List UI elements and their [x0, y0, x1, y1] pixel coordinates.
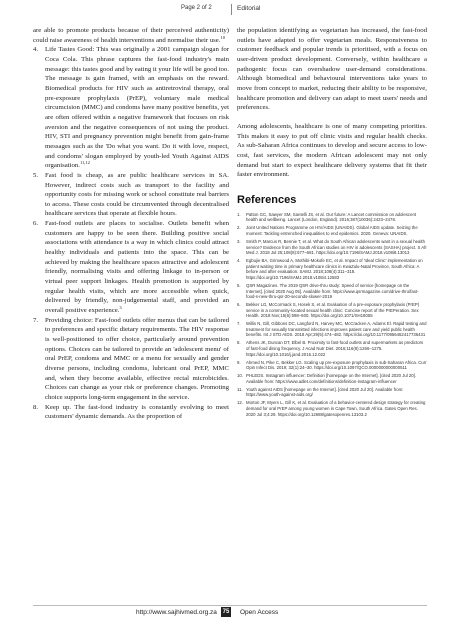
intro-text: are able to promote products because of their perceived authenticity) could raise awareness of health interventions and normalise their use. — [33, 27, 229, 44]
reference-text: PHLEDS. Instagram influencer: Definition [homepage on the Internet]. [cited 2020 Jul 20]. Available from: https://www.adlet.com/definitions/definition-instagram-influencer — [246, 373, 417, 384]
section-label: Editorial — [237, 5, 261, 12]
list-item-number: 4. — [33, 46, 39, 54]
reference-number: 1. — [237, 211, 241, 217]
open-access-label: Open Access — [240, 609, 279, 616]
right-column — [237, 26, 427, 420]
page-number-badge: 75 — [222, 609, 230, 615]
reference-number: 12. — [237, 400, 243, 406]
list-item-text: Fast-food outlets are places to socialise. Outlets benefit when customers are happy to be seen there. Building positive social associations with attendance is a way in which clinics could attract healthy individuals and patients into the space. This can be achieved by making the healthcare spaces attractive and adolescent friendly, normalising visits and offering linkage to in-person or virtual peer support linkages. Health promotion is supported by regular health visits, which are more accessible when quick, delivered by friendly, non-judgemental staff, and provided an overall positive experience. — [45, 220, 229, 315]
reference-item — [237, 400, 427, 417]
citation-superscript: 11,12 — [79, 159, 90, 165]
reference-item — [237, 212, 427, 223]
reference-item — [237, 387, 427, 398]
reference-item — [237, 239, 427, 256]
list-item — [33, 403, 229, 422]
reference-text: Willis N, Gill, Gibbons DC, Langford N, Harvey MC, McCracken A, Adams El. Rapid testing and treatment for sexually transmitted infections improves patient care and yield public health benefits. Int J STD AIDS. 2018 Apr;29(5):474–482. https://doi.org/10.1177/0956462417736431 — [246, 321, 427, 338]
reference-text: Smith P, Marcus R, Bennie T, et al. What do South African adolescents want in a sexual health service? Evidence from the South African studies on HIV in adolescents (SASHA) project. S Afr Med J. 2018 Jul 25;108(8):677–681. https://doi.org/10.7196/SAMJ.2018.v108i8.13013 — [246, 239, 427, 256]
body-paragraph-1: the population identifying as vegetarian has increased, the fast-food outlets have adapted to offer vegetarian meals. Responsiveness to customer feedback and popular trends is prioritised, with a focus on user-driven product development. Conversely, within healthcare a pathogenic focus can overshadow user-demand considerations. Although biomedical and behavioural interventions take years to move from concept to market, reducing their ability to be responsive, healthcare promotion and delivery can adapt to meet users' needs and preferences. — [237, 27, 427, 112]
journal-url-link[interactable]: http://www.sajhivmed.org.za — [136, 609, 217, 616]
list-item-text: Providing choice: Fast-food outlets offer menus that can be tailored to preferences and specific dietary requirements. The HIV response is well-positioned to offer choice, particularly around prevention options. Choices can be tailored to provide an 'adolescent menu' of oral PrEP, condoms and MMC or a menu for sexually and gender diverse persons, including condoms, lubricant oral PrEP, MMC and, when they become available, effective rectal microbicides. Choices can change as your risk or preference changes. Promoting choice supports long-term engagement in the service. — [45, 316, 229, 401]
reference-text: Youth against AIDS [homepage on the Internet]. [cited 2020 Jul 20]. Available from: https://www.youth-against-aids.org/ — [246, 386, 404, 398]
reference-text: Morton JF, Myers L, Gill K, et al. Evaluation of a behavior-centered design strategy for creating demand for oral PrEP among young women in Cape Town, South Africa. Gates Open Res. 2020 Jul 3;4:29. https://doi.org/10.12688/gatesopenres.13103.2 — [246, 400, 426, 417]
reference-text: Bekker LG, McCormack S, Hosek S, et al. Evaluation of a pre-exposure prophylaxis (PrEP) service in a community-located sexual health clinic: Concise report of the PrEPeration. Sex Health. 2018 Nov;15(6):598–600. https://doi.org/10.1071/SH18055 — [246, 302, 420, 319]
paragraph-gap — [237, 113, 427, 122]
reference-text: Athens JK, Duncan DT, Elbel B. Proximity to fast-food outlets and supermarkets as predictors of fast-food dining frequency. J Acad Nutr Diet. 2016;116(8):1266–1275. https://doi.org/10.1016/j.jand.2015.12.022 — [246, 340, 424, 357]
page-footer — [0, 605, 453, 619]
list-item-number: 8. — [33, 403, 39, 411]
page-indicator: Page 2 of 2 — [181, 5, 212, 11]
reference-item — [237, 340, 427, 357]
list-item-text: Fast food is cheap, as are public healthcare services in SA. However, indirect costs such as transport to the facility and opportunity costs for missing work or school constitute real barriers to access. These costs could be circumvented through decentralised healthcare services that operate at flexible hours. — [45, 171, 229, 218]
left-column — [33, 26, 229, 422]
reference-item — [237, 258, 427, 280]
reference-text: Patton GC, Sawyer SM, Santelli JS, et al. Our future: A Lancet commission on adolescent health and wellbeing. Lancet (London, England). 2016;387(10036):2423–2478. — [246, 211, 417, 223]
numbered-list — [33, 45, 229, 422]
list-item — [33, 171, 229, 219]
reference-text: Egbujie BA, Grimwood A, Mothibi-Mokofe EC, et al. Impact of 'Ideal Clinic' implementation on patient waiting time in primary healthcare clinics in KwaZulu-Natal Province, South Africa: A before and after evaluation. SAMJ. 2018;108(4):311–318. https://doi.org/10.7196/SAMJ.2018.v108i4.12583 — [246, 258, 423, 280]
list-item-number: 7. — [33, 316, 39, 324]
reference-text: QSR Magazines. The 2019 QSR drive-thru study: Speed of service [homepage on the Internet]. [cited 2020 Aug 05]. Available from: https://www.qsrmagazine.com/drive-thru/fast-food-s-new-thru-qsr-20-seconds-slower-2019 — [246, 282, 419, 300]
list-item — [33, 45, 229, 171]
intro-paragraph — [33, 26, 229, 45]
reference-number: 4. — [237, 258, 241, 264]
reference-number: 8. — [237, 340, 241, 346]
page-header — [0, 4, 453, 18]
intro-citation: 10 — [220, 34, 225, 40]
reference-number: 7. — [237, 321, 241, 327]
list-item-number: 5. — [33, 171, 39, 179]
reference-text: Joint United Nations Programme on HIV/AIDS (UNAIDS). Global AIDS update. Seizing the moment: Tackling entrenched inequalities to end epidemics. 2020. Geneva: UNAIDS. — [246, 225, 418, 237]
reference-number: 9. — [237, 359, 241, 365]
footer-rule — [33, 605, 427, 606]
list-item-number: 6. — [33, 220, 39, 228]
reference-item — [237, 360, 427, 371]
reference-item — [237, 373, 427, 384]
reference-number: 11. — [237, 386, 243, 392]
reference-item — [237, 302, 427, 319]
references-heading: References — [237, 193, 297, 206]
citation-superscript: 3 — [119, 304, 122, 310]
reference-number: 6. — [237, 302, 241, 308]
list-item-text: Keep up. The fast-food industry is constantly evolving to meet customers' dynamic demands. As the proportion of — [45, 403, 229, 421]
header-divider — [231, 4, 232, 15]
list-item — [33, 219, 229, 316]
body-paragraph-2: Among adolescents, healthcare is one of many competing priorities. This makes it easy to put off clinic visits and regular health checks. As sub-Saharan Africa continues to develop and secure access to low-cost, fast services, the modern African adolescent may not only demand but start to expect healthcare delivery systems that fit their faster environment. — [237, 122, 427, 179]
reference-number: 2. — [237, 225, 241, 231]
list-item — [33, 316, 229, 403]
list-item-text: Life Tastes Good: This was originally a 2001 campaign slogan for Coca Cola. This phrase captures the fast-food industry's main message: this tastes good and by eating it your life will be good too. The message is gain framed, with an emphasis on the reward. Biomedical products for HIV such as antiretroviral therapy, oral pre-exposure prophylaxis (PrEP), voluntary male medical circumcision (MMC) and condoms have many positive benefits, yet are often offered within a negative framework that focuses on risk aversion and the negative consequences of not using the product. HIV, STI and pregnancy prevention might benefit from gain-frame messages such as the 'Do what you want. Do it with love, respect, and condoms' slogan employed by youth-led Youth Against AIDS organisation. — [45, 46, 229, 170]
reference-text: Ahmed N, Pike C, Bekker LG. Scaling up pre-exposure prophylaxis in sub-Saharan Africa. Curr Opin Infect Dis. 2019; 32(1):24–30. https://doi.org/10.1097/QCO.0000000000000511 — [246, 359, 427, 371]
references-list — [237, 212, 427, 417]
reference-number: 10. — [237, 373, 243, 379]
reference-number: 3. — [237, 239, 241, 244]
reference-item — [237, 225, 427, 236]
reference-item — [237, 321, 427, 338]
reference-number: 5. — [237, 282, 241, 288]
reference-item — [237, 283, 427, 300]
